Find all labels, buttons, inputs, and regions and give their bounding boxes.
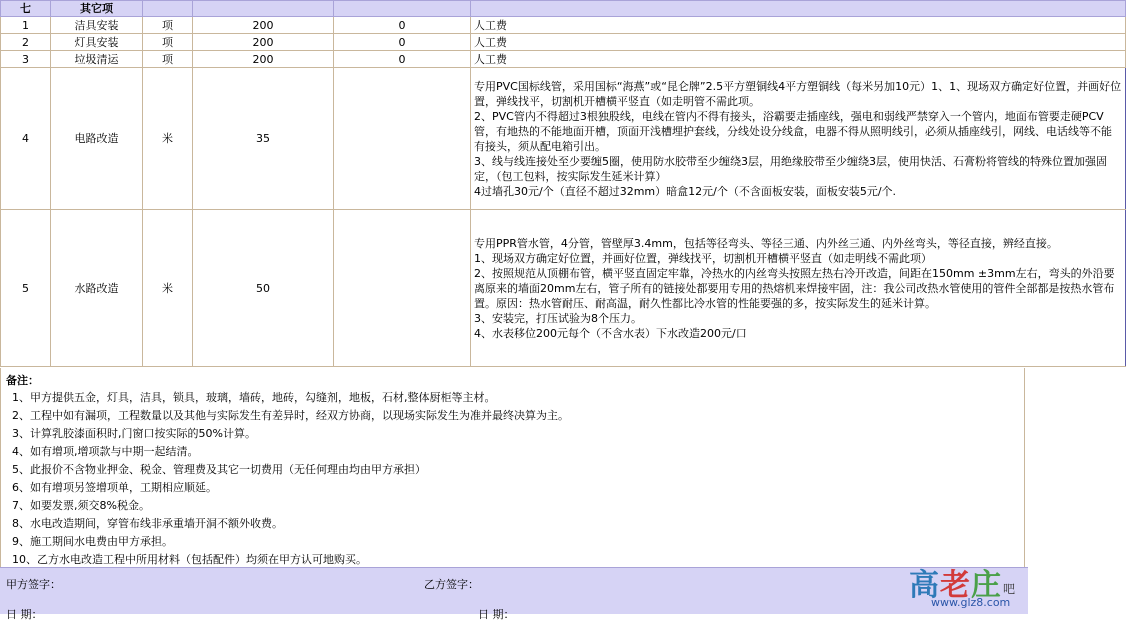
party-a-signature-label: 甲方签字： (6, 578, 61, 591)
notes-section (0, 368, 1025, 567)
party-b-signature-label: 乙方签字： (424, 578, 479, 591)
desc-line: 专用PVC国标线管，采用国标“海燕”或“昆仑牌”2.5平方塑铜线4平方塑铜线（每米另加10元）1、1、现场双方确定好位置，并画好位置，弹线找平，切割机开槽横平竖直（如走明管不需此项。 (474, 79, 1122, 108)
row-number: 3 (1, 51, 51, 68)
logo-char: 高 (909, 568, 940, 603)
desc-line: 1、现场双方确定好位置，并画好位置，弹线找平，切割机开槽横平竖直（如走明线不需此项） (474, 251, 932, 265)
note-item: 3、计算乳胶漆面积时,门窗口按实际的50%计算。 (12, 427, 256, 440)
signature-section (0, 567, 1028, 621)
item-unit: 项 (143, 51, 193, 68)
item-price: 0 (334, 17, 471, 34)
watermark-logo (905, 560, 1025, 612)
desc-line: 3、安装完，打压试验为8个压力。 (474, 311, 642, 325)
logo-suffix: 吧 (1003, 582, 1016, 596)
item-qty: 200 (193, 34, 334, 51)
row-number: 5 (1, 210, 51, 367)
section-number: 七 (1, 1, 51, 17)
desc-line: 2、PVC管内不得超过3根独股线，电线在管内不得有接头，浴霸要走插座线，强电和弱线严禁穿入一个管内，地面布管要走硬PCV管，有地热的不能地面开槽，顶面开浅槽埋护套线，分线处设分线盒，电器不得从照明线引，必须从插座线引，网线、电话线等不能有接头，须从配电箱引出。 (474, 109, 1112, 153)
item-desc (471, 68, 1126, 210)
item-name: 垃圾清运 (51, 51, 143, 68)
item-name: 洁具安装 (51, 17, 143, 34)
item-unit: 米 (143, 210, 193, 367)
notes-title: 备注： (6, 374, 39, 387)
desc-line: 4过墙孔30元/个（直径不超过32mm）暗盒12元/个（不含面板安装，面板安装5元/个. (474, 184, 897, 198)
item-name: 水路改造 (51, 210, 143, 367)
logo-url: www.glz8.com (931, 596, 1011, 609)
note-item: 2、工程中如有漏项，工程数量以及其他与实际发生有差异时，经双方协商，以现场实际发生为准并最终决算为主。 (12, 409, 569, 422)
item-desc: 人工费 (471, 51, 1126, 68)
logo-char: 庄 (971, 568, 1002, 603)
item-name: 电路改造 (51, 68, 143, 210)
item-unit: 项 (143, 17, 193, 34)
item-desc (471, 210, 1126, 367)
row-number: 2 (1, 34, 51, 51)
row-number: 4 (1, 68, 51, 210)
note-item: 10、乙方水电改造工程中所用材料（包括配件）均须在甲方认可地购买。 (12, 553, 367, 566)
item-qty: 35 (193, 68, 334, 210)
note-item: 7、如要发票,须交8%税金。 (12, 499, 150, 512)
item-qty: 200 (193, 51, 334, 68)
item-qty: 200 (193, 17, 334, 34)
logo-char: 老 (940, 568, 971, 603)
desc-line: 4、水表移位200元每个（不含水表）下水改造200元/口 (474, 326, 747, 340)
item-price (334, 68, 471, 210)
note-item: 4、如有增项,增项款与中期一起结清。 (12, 445, 199, 458)
note-item: 5、此报价不含物业押金、税金、管理费及其它一切费用（无任何理由均由甲方承担） (12, 463, 426, 476)
section-header-row (1, 1, 1126, 17)
desc-line: 专用PPR管水管，4分管，管壁厚3.4mm，包括等径弯头、等径三通、内外丝三通、内外丝弯头，等径直接，辨经直接。 (474, 236, 1058, 250)
item-price: 0 (334, 34, 471, 51)
row-number: 1 (1, 17, 51, 34)
table-row (1, 51, 1126, 68)
item-qty: 50 (193, 210, 334, 367)
item-name: 灯具安装 (51, 34, 143, 51)
table-row (1, 17, 1126, 34)
item-price: 0 (334, 51, 471, 68)
table-row (1, 68, 1126, 210)
party-a-date-label: 日 期： (6, 608, 43, 621)
section-title: 其它项 (51, 1, 143, 17)
item-unit: 项 (143, 34, 193, 51)
desc-line: 2、按照规范从顶棚布管，横平竖直固定牢靠，冷热水的内丝弯头按照左热右冷开改造，间距在150mm ±3mm左右，弯头的外沿要离原来的墙面20mm左右，管子所有的链接处都要用专用的热熔机来焊接牢固，注：我公司改热水管使用的管件全部都是按热水管布置。原因：热水管耐压、耐高温，耐久性都比冷水管的性能要强的多，按实际发生的延米计算。 (474, 266, 1115, 310)
party-b-date-label: 日 期： (478, 608, 515, 621)
note-item: 9、施工期间水电费由甲方承担。 (12, 535, 173, 548)
note-item: 1、甲方提供五金，灯具，洁具，锁具，玻璃，墙砖，地砖，勾缝剂，地板，石材,整体厨柜等主材。 (12, 391, 496, 404)
note-item: 8、水电改造期间，穿管布线非承重墙开洞不额外收费。 (12, 517, 283, 530)
item-price (334, 210, 471, 367)
table-row (1, 210, 1126, 367)
item-desc: 人工费 (471, 17, 1126, 34)
item-unit: 米 (143, 68, 193, 210)
desc-line: 3、线与线连接处至少要缠5圈，使用防水胶带至少缠绕3层，用绝缘胶带至少缠绕3层，使用快活、石膏粉将管线的特殊位置加强固定，（包工包料，按实际发生延米计算） (474, 154, 1107, 183)
item-desc: 人工费 (471, 34, 1126, 51)
note-item: 6、如有增项另签增项单，工期相应顺延。 (12, 481, 217, 494)
table-row (1, 34, 1126, 51)
